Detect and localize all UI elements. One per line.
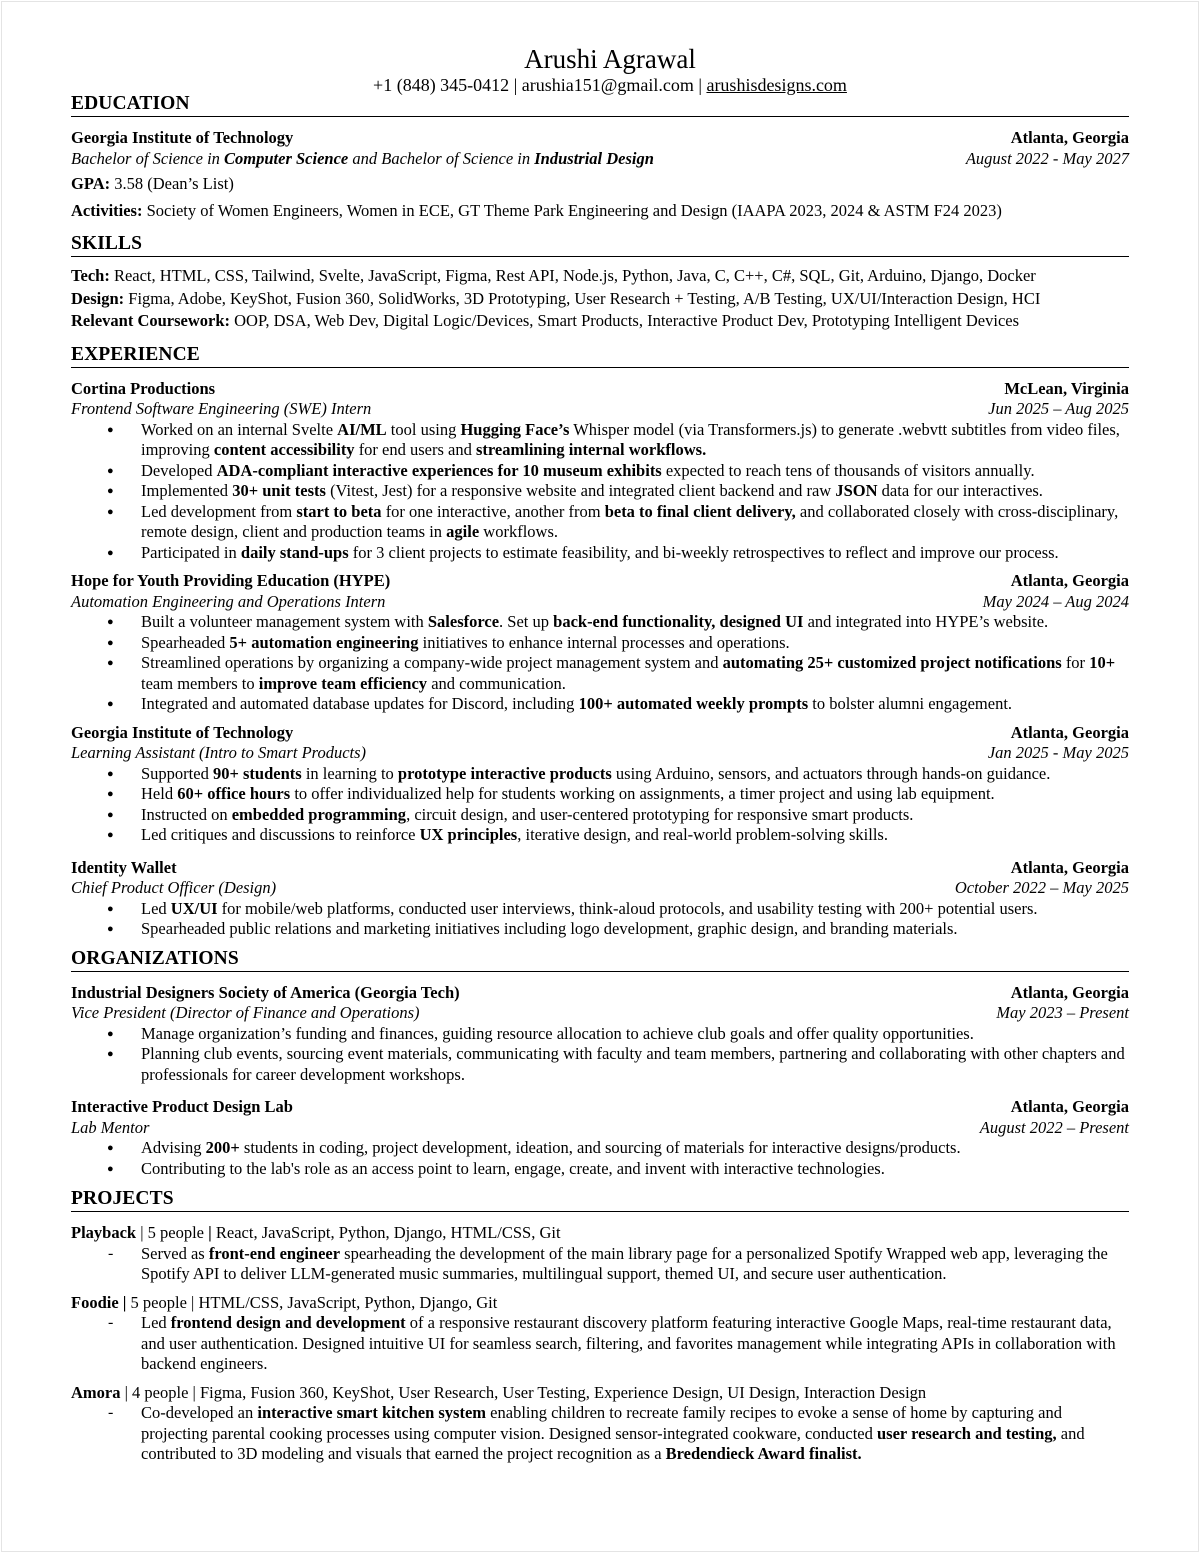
- bullet: - Led frontend design and development of a responsive restaurant discovery platform featuring interactive Google Maps, real-time restaurant data, and user authentication. Designed intuitive UI for seamless search, filtering, and favorites management while integrating APIs in collaboration with backend engineers.: [71, 1313, 1129, 1375]
- dates: May 2023 – Present: [996, 1003, 1129, 1022]
- bullet: ● Contributing to the lab's role as an access point to learn, engage, create, and invent with interactive technologies.: [71, 1159, 1129, 1180]
- gpa: GPA: 3.58 (Dean’s List): [71, 174, 234, 193]
- role: Vice President (Director of Finance and Operations): [71, 1003, 420, 1022]
- org-name: Hope for Youth Providing Education (HYPE): [71, 571, 391, 590]
- bullet: ● Supported 90+ students in learning to prototype interactive products using Arduino, sensors, and actuators through hands-on guidance.: [71, 764, 1129, 785]
- role: Automation Engineering and Operations Intern: [71, 591, 386, 611]
- location: Atlanta, Georgia: [1010, 571, 1129, 590]
- bullet: ● Manage organization’s funding and finances, guiding resource allocation to achieve club goals and offer quality opportunities.: [71, 1024, 1129, 1045]
- location: Atlanta, Georgia: [1010, 128, 1129, 147]
- experience-entry: [71, 858, 1129, 940]
- skills-section: [71, 233, 1129, 332]
- organization-entry: [71, 983, 1129, 1086]
- org-name: Industrial Designers Society of America (Georgia Tech): [71, 982, 460, 1002]
- org-name: Identity Wallet: [71, 857, 177, 877]
- experience-entry: [71, 723, 1129, 846]
- organizations-section: [71, 948, 1129, 1180]
- bullet-list: [71, 764, 1129, 846]
- bullet-list: [71, 420, 1129, 564]
- bullet: - Served as front-end engineer spearheading the development of the main library page for a personalized Spotify Wrapped web app, leveraging the Spotify API to deliver LLM-generated music summaries, multilingual support, themed UI, and secure user authentication.: [71, 1244, 1129, 1285]
- project-name: Playback: [71, 1223, 137, 1242]
- bullet: - Co-developed an interactive smart kitchen system enabling children to recreate family recipes to evoke a sense of home by capturing and projecting parental cooking processes using computer vision. Designed sensor-integrated cookware, conducted user research and testing, and contributed to 3D modeling and visuals that earned the project recognition as a Bredendieck Award finalist.: [71, 1403, 1129, 1465]
- bullet: ● Spearheaded public relations and marketing initiatives including logo development, graphic design, and branding materials.: [71, 919, 1129, 940]
- skills-coursework: Relevant Coursework: OOP, DSA, Web Dev, Digital Logic/Devices, Smart Products, Interactive Product Dev, Prototyping Intelligent Devices: [71, 311, 1020, 330]
- org-name: Interactive Product Design Lab: [71, 1097, 293, 1116]
- organization-entry: [71, 1097, 1129, 1179]
- bullet-list: [71, 1403, 1129, 1465]
- dates: October 2022 – May 2025: [954, 878, 1129, 897]
- resume-name: Arushi Agrawal: [524, 44, 696, 74]
- role: Frontend Software Engineering (SWE) Intern: [71, 399, 372, 418]
- degree: Bachelor of Science in Computer Science and Bachelor of Science in Industrial Design: [71, 148, 654, 168]
- location: McLean, Virginia: [1004, 378, 1129, 398]
- skills-design: Design: Figma, Adobe, KeyShot, Fusion 360, SolidWorks, 3D Prototyping, User Research + Testing, A/B Testing, UX/UI/Interaction Design, HCI: [71, 288, 1041, 308]
- location: Atlanta, Georgia: [1010, 1097, 1129, 1116]
- bullet: ● Integrated and automated database updates for Discord, including 100+ automated weekly prompts to bolster alumni engagement.: [71, 694, 1129, 715]
- bullet: ● Developed ADA-compliant interactive experiences for 10 museum exhibits expected to reach tens of thousands of visitors annually.: [71, 461, 1129, 482]
- project-header: Amora | 4 people | Figma, Fusion 360, KeyShot, User Research, User Testing, Experience Design, UI Design, Interaction Design: [71, 1382, 927, 1402]
- bullet: ● Led critiques and discussions to reinforce UX principles, iterative design, and real-world problem-solving skills.: [71, 825, 1129, 846]
- projects-section: [71, 1188, 1129, 1465]
- section-title: EDUCATION: [71, 93, 1129, 117]
- bullet-list: [71, 1313, 1129, 1375]
- dates: August 2022 – Present: [979, 1117, 1129, 1137]
- skills-tech: Tech: React, HTML, CSS, Tailwind, Svelte, JavaScript, Figma, Rest API, Node.js, Python, Java, C, C++, C#, SQL, Git, Arduino, Django, Docker: [71, 266, 1036, 285]
- entry-header: [71, 128, 1129, 149]
- section-title: ORGANIZATIONS: [71, 948, 1129, 972]
- bullet: ● Worked on an internal Svelte AI/ML tool using Hugging Face’s Whisper model (via Transformers.js) to generate .webvtt subtitles from video files, improving content accessibility for end users and streamlining internal workflows.: [71, 420, 1129, 461]
- phone: +1 (848) 345-0412: [373, 75, 510, 95]
- bullet: ● Spearheaded 5+ automation engineering initiatives to enhance internal processes and operations.: [71, 633, 1129, 654]
- location: Atlanta, Georgia: [1010, 982, 1129, 1002]
- dates: May 2024 – Aug 2024: [982, 591, 1129, 611]
- bullet-list: [71, 1244, 1129, 1285]
- education-section: [71, 93, 1129, 221]
- role: Lab Mentor: [71, 1117, 150, 1137]
- bullet: ● Built a volunteer management system with Salesforce. Set up back-end functionality, designed UI and integrated into HYPE’s website.: [71, 612, 1129, 633]
- bullet: ● Participated in daily stand-ups for 3 client projects to estimate feasibility, and bi-weekly retrospectives to reflect and improve our process.: [71, 543, 1129, 564]
- location: Atlanta, Georgia: [1010, 722, 1129, 742]
- experience-entry: [71, 571, 1129, 715]
- location: Atlanta, Georgia: [1010, 857, 1129, 877]
- bullet-list: [71, 612, 1129, 715]
- bullet-list: [71, 1138, 1129, 1179]
- separator: |: [693, 75, 707, 95]
- section-title: EXPERIENCE: [71, 344, 1129, 368]
- bullet: ● Streamlined operations by organizing a company-wide project management system and automating 25+ customized project notifications for 10+ team members to improve team efficiency and communication.: [71, 653, 1129, 694]
- bullet: ● Held 60+ office hours to offer individualized help for students working on assignments, a timer project and using lab equipment.: [71, 784, 1129, 805]
- activities: Activities: Society of Women Engineers, Women in ECE, GT Theme Park Engineering and Design (IAAPA 2023, 2024 & ASTM F24 2023): [71, 200, 1002, 220]
- project-entry: [71, 1293, 1129, 1375]
- project-header: Playback | 5 people | React, JavaScript, Python, Django, HTML/CSS, Git: [71, 1223, 561, 1242]
- bullet: ● Led UX/UI for mobile/web platforms, conducted user interviews, think-aloud protocols, and usability testing with 200+ potential users.: [71, 899, 1129, 920]
- role: Chief Product Officer (Design): [71, 878, 277, 897]
- dates: Jan 2025 - May 2025: [987, 743, 1129, 762]
- bullet-list: [71, 1024, 1129, 1086]
- project-header: Foodie | 5 people | HTML/CSS, JavaScript, Python, Django, Git: [71, 1292, 498, 1312]
- experience-entry: [71, 379, 1129, 564]
- website-link[interactable]: arushisdesigns.com: [706, 75, 847, 95]
- org-name: Georgia Institute of Technology: [71, 722, 294, 742]
- section-title: SKILLS: [71, 233, 1129, 257]
- project-name: Foodie |: [71, 1292, 127, 1312]
- project-entry: [71, 1383, 1129, 1465]
- school-name: Georgia Institute of Technology: [71, 128, 294, 147]
- email: arushia151@gmail.com: [521, 75, 694, 95]
- org-name: Cortina Productions: [71, 378, 216, 398]
- bullet: ● Planning club events, sourcing event materials, communicating with faculty and team members, partnering and collaborating with other chapters and professionals for career development workshops.: [71, 1044, 1129, 1085]
- bullet-list: [71, 899, 1129, 940]
- section-title: PROJECTS: [71, 1188, 1129, 1212]
- degree-row: [71, 149, 1129, 170]
- bullet: ● Implemented 30+ unit tests (Vitest, Jest) for a responsive website and integrated client backend and raw JSON data for our interactives.: [71, 481, 1129, 502]
- project-name: Amora: [71, 1382, 121, 1402]
- bullet: ● Advising 200+ students in coding, project development, ideation, and sourcing of materials for interactive designs/products.: [71, 1138, 1129, 1159]
- bullet: ● Led development from start to beta for one interactive, another from beta to final client delivery, and collaborated closely with cross-disciplinary, remote design, client and production teams in agile workflows.: [71, 502, 1129, 543]
- experience-section: [71, 344, 1129, 940]
- project-entry: [71, 1223, 1129, 1285]
- dates: August 2022 - May 2027: [965, 148, 1129, 168]
- bullet: ● Instructed on embedded programming, circuit design, and user-centered prototyping for responsive smart products.: [71, 805, 1129, 826]
- dates: Jun 2025 – Aug 2025: [988, 399, 1129, 418]
- separator: |: [509, 75, 522, 95]
- role: Learning Assistant (Intro to Smart Products): [71, 743, 367, 762]
